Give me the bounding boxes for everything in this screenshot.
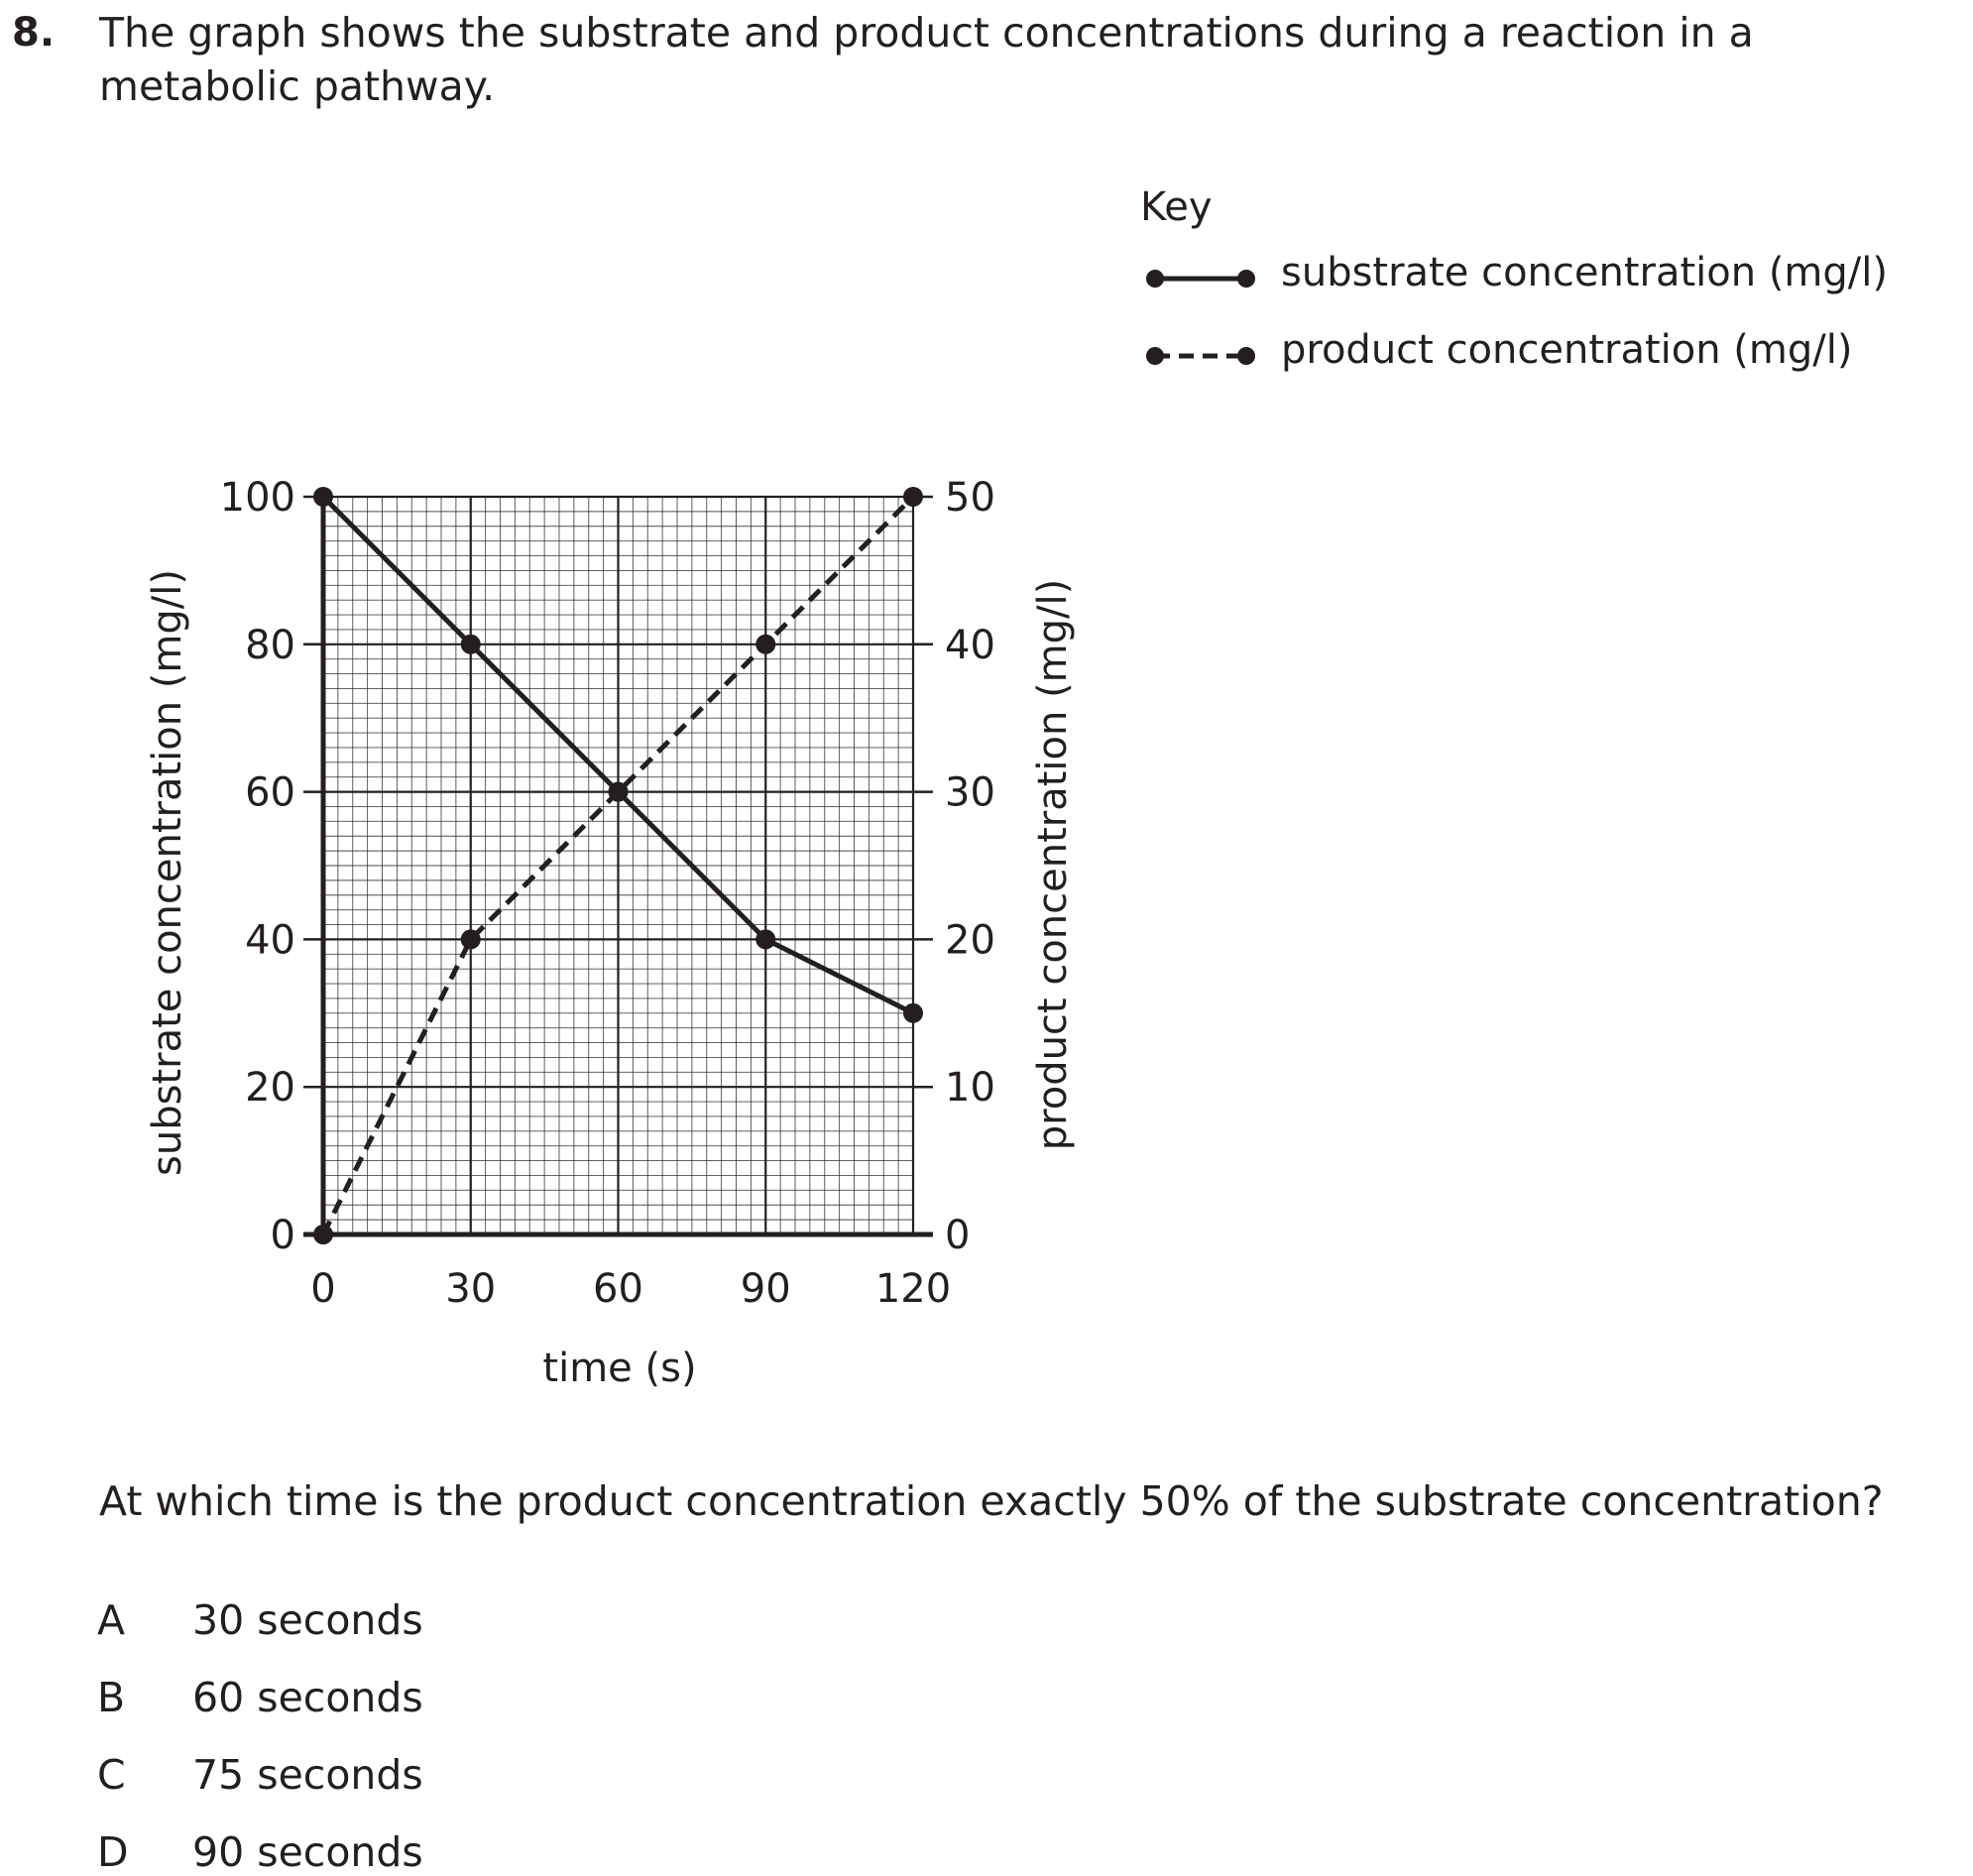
x-tick-label: 120 (874, 1266, 952, 1312)
option-text: 30 seconds (192, 1596, 423, 1644)
option-letter: A (97, 1596, 126, 1644)
product-data-point (461, 929, 481, 949)
y2-tick-label: 50 (945, 475, 995, 521)
x-tick-label: 90 (740, 1266, 791, 1312)
x-tick-label: 60 (593, 1266, 643, 1312)
option-text: 75 seconds (192, 1751, 423, 1799)
substrate-data-point (755, 929, 775, 949)
y-tick-label: 80 (245, 622, 295, 668)
substrate-data-point (903, 1003, 923, 1023)
y-tick-label: 100 (219, 475, 295, 521)
product-data-point (903, 487, 923, 507)
question-prompt: At which time is the product concentration exactly 50% of the substrate concentration? (99, 1477, 1884, 1525)
option-letter: D (97, 1828, 129, 1876)
y2-tick-label: 0 (945, 1213, 971, 1258)
y-tick-label: 40 (245, 917, 295, 964)
option-letter: B (97, 1674, 126, 1721)
y2-axis-label: product concentration (mg/l) (1030, 578, 1076, 1151)
question-text: The graph shows the substrate and product concentrations during a reaction in a metabolic pathway. (99, 9, 1754, 110)
option-b[interactable] (97, 1674, 423, 1721)
substrate-data-point (313, 487, 333, 507)
legend-entry-substrate: substrate concentration (mg/l) (1281, 250, 1888, 295)
product-data-point (313, 1225, 333, 1244)
option-text: 90 seconds (192, 1828, 423, 1876)
product-data-point (755, 635, 775, 654)
x-tick-label: 0 (310, 1266, 336, 1312)
y-tick-label: 20 (245, 1065, 295, 1112)
y2-tick-label: 20 (945, 917, 995, 964)
legend-dashed-marker-end (1237, 347, 1255, 365)
legend (1140, 184, 1888, 373)
y2-tick-label: 10 (945, 1065, 995, 1112)
option-c[interactable] (97, 1751, 423, 1799)
option-d[interactable] (97, 1828, 423, 1876)
chart-grid (323, 497, 913, 1234)
x-axis-label: time (s) (542, 1346, 697, 1391)
question-number: 8. (12, 10, 56, 56)
y-tick-label: 0 (270, 1213, 295, 1258)
option-text: 60 seconds (192, 1674, 423, 1721)
y2-tick-label: 30 (945, 769, 995, 816)
product-data-point (609, 782, 629, 802)
option-a[interactable] (97, 1596, 423, 1644)
legend-solid-marker-end (1237, 270, 1255, 288)
legend-title: Key (1140, 184, 1213, 230)
legend-dashed-marker-start (1146, 347, 1164, 365)
substrate-data-point (461, 635, 481, 654)
y-axis-label: substrate concentration (mg/l) (145, 569, 190, 1176)
legend-entry-product: product concentration (mg/l) (1281, 327, 1853, 373)
legend-solid-marker-start (1146, 270, 1164, 288)
x-tick-label: 30 (445, 1266, 497, 1312)
y-tick-label: 60 (245, 769, 295, 816)
y2-tick-label: 40 (945, 622, 995, 668)
option-letter: C (97, 1751, 126, 1799)
